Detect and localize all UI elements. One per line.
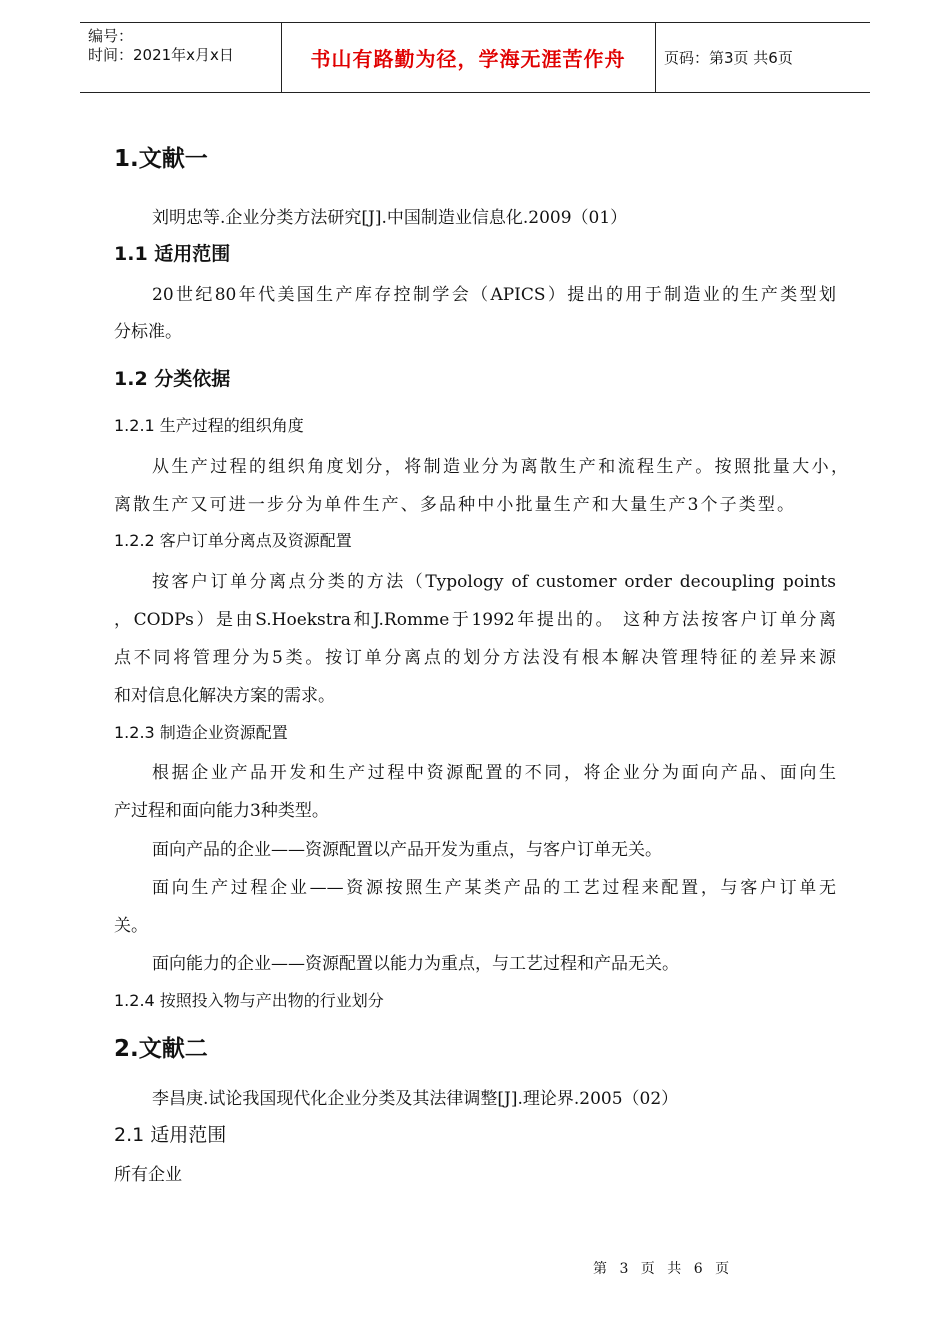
- paragraph-line: 面向生产过程企业——资源按照生产某类产品的工艺过程来配置，与客户订单无: [152, 878, 836, 898]
- citation: 刘明忠等.企业分类方法研究[J].中国制造业信息化.2009（01）: [152, 208, 628, 228]
- paragraph-line: 点不同将管理分为5类。按订单分离点的划分方法没有根本解决管理特征的差异来源: [114, 648, 836, 668]
- citation: 李昌庚.试论我国现代化企业分类及其法律调整[J].理论界.2005（02）: [152, 1089, 679, 1109]
- subsubsection-title: 1.2.3 制造企业资源配置: [114, 723, 288, 742]
- paragraph-line: 面向产品的企业——资源配置以产品开发为重点，与客户订单无关。: [152, 840, 662, 860]
- paragraph-line: 分标准。: [114, 322, 182, 342]
- doc-time-label: 时间：2021年x月x日: [88, 46, 234, 64]
- subsubsection-title: 1.2.4 按照投入物与产出物的行业划分: [114, 991, 384, 1010]
- paragraph-line: 从生产过程的组织角度划分，将制造业分为离散生产和流程生产。按照批量大小，: [152, 457, 848, 477]
- paragraph-line: 关。: [114, 916, 148, 936]
- paragraph-line: 离散生产又可进一步分为单件生产、多品种中小批量生产和大量生产3个子类型。: [114, 495, 794, 515]
- header-divider: [655, 23, 656, 92]
- paragraph-line: 根据企业产品开发和生产过程中资源配置的不同，将企业分为面向产品、面向生: [152, 763, 836, 783]
- section-title: 2.文献二: [114, 1036, 208, 1062]
- subsubsection-title: 1.2.1 生产过程的组织角度: [114, 416, 304, 435]
- subsection-title: 2.1 适用范围: [114, 1124, 227, 1146]
- paragraph-line: 按客户订单分离点分类的方法（Typology of customer order decoupling points: [152, 572, 836, 592]
- paragraph-line: 面向能力的企业——资源配置以能力为重点，与工艺过程和产品无关。: [152, 954, 679, 974]
- header-table: [80, 22, 870, 93]
- subsubsection-title: 1.2.2 客户订单分离点及资源配置: [114, 531, 352, 550]
- paragraph-line: 所有企业: [114, 1165, 182, 1185]
- paragraph-line: 产过程和面向能力3种类型。: [114, 801, 329, 821]
- page-footer: 第 3 页 共 6 页: [593, 1261, 734, 1277]
- paragraph-line: 和对信息化解决方案的需求。: [114, 686, 335, 706]
- subsection-title: 1.1 适用范围: [114, 243, 231, 265]
- header-info: [80, 23, 280, 92]
- section-title: 1.文献一: [114, 146, 208, 172]
- header-page-code: 页码：第3页 共6页: [664, 49, 793, 67]
- paragraph-line: 20世纪80年代美国生产库存控制学会（APICS）提出的用于制造业的生产类型划: [152, 285, 836, 305]
- subsection-title: 1.2 分类依据: [114, 368, 231, 390]
- header-motto: 书山有路勤为径，学海无涯苦作舟: [310, 47, 626, 71]
- paragraph-line: ，CODPs）是由S.Hoekstra和J.Romme于1992年提出的。 这种方法按客户订单分离: [114, 610, 836, 630]
- doc-number-label: 编号：: [88, 27, 134, 45]
